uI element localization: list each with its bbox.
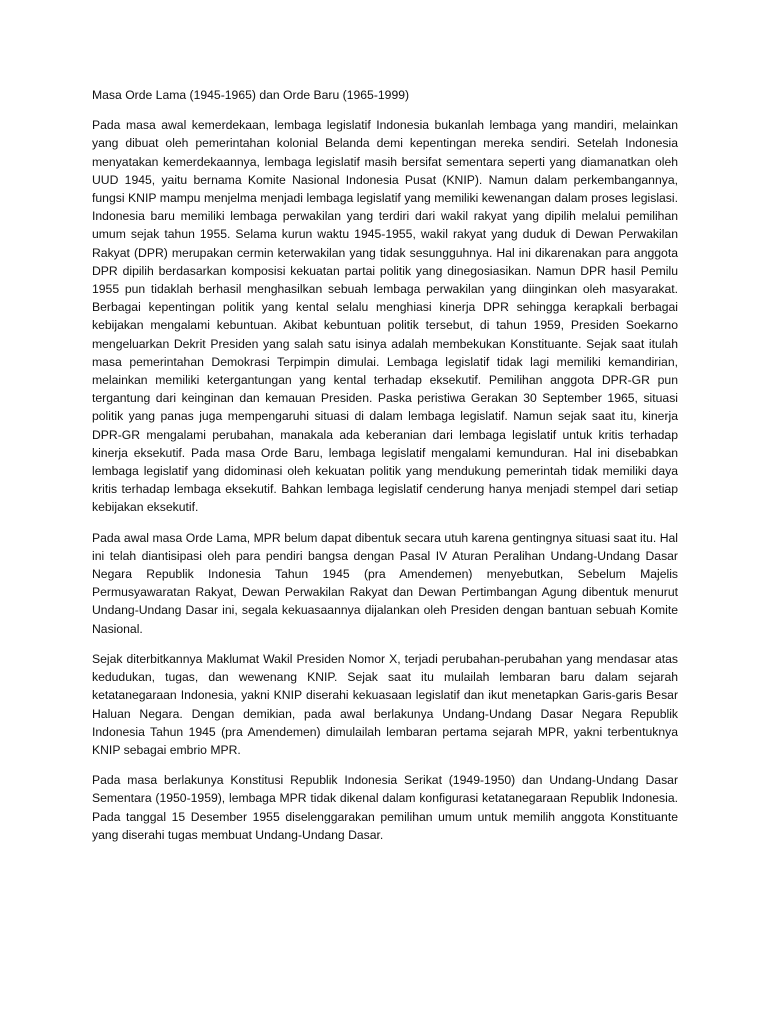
paragraph-1: Pada masa awal kemerdekaan, lembaga legislatif Indonesia bukanlah lembaga yang mandiri, melainkan yang dibuat oleh pemerintahan kolonial Belanda demi kepentingan mereka sendiri. Setelah Indonesia menyatakan kemerdekaannya, lembaga legislatif masih bersifat sementara seperti yang diamanatkan oleh UUD 1945, yaitu bernama Komite Nasional Indonesia Pusat (KNIP). Namun dalam perkembangannya, fungsi KNIP mampu menjelma menjadi lembaga legislatif yang memiliki kewenangan dalam proses legislasi. Indonesia baru memiliki lembaga perwakilan yang terdiri dari wakil rakyat yang dipilih melalui pemilihan umum sejak tahun 1955. Selama kurun waktu 1945-1955, wakil rakyat yang duduk di Dewan Perwakilan Rakyat (DPR) merupakan cermin keterwakilan yang tidak sesungguhnya. Hal ini dikarenakan para anggota DPR dipilih berdasarkan komposisi kekuatan partai politik yang dinegosiasikan. Namun DPR hasil Pemilu 1955 pun tidaklah berhasil menghasilkan sebuah lembaga perwakilan yang diinginkan oleh masyarakat. Berbagai kepentingan politik yang kental selalu menghiasi kinerja DPR sehingga kerapkali berbagai kebijakan mengalami kebuntuan. Akibat kebuntuan politik tersebut, di tahun 1959, Presiden Soekarno mengeluarkan Dekrit Presiden yang salah satu isinya adalah membekukan Konstituante. Sejak saat itulah masa pemerintahan Demokrasi Terpimpin dimulai. Lembaga legislatif tidak lagi memiliki kemandirian, melainkan memiliki ketergantungan yang kental terhadap eksekutif. Pemilihan anggota DPR-GR pun tergantung dari keinginan dan kemauan Presiden. Paska peristiwa Gerakan 30 September 1965, situasi politik yang panas juga mempengaruhi situasi di dalam lembaga legislatif. Namun sejak saat itu, kinerja DPR-GR mengalami perubahan, manakala ada keberanian dari lembaga legislatif untuk kritis terhadap kinerja eksekutif. Pada masa Orde Baru, lembaga legislatif mengalami kemunduran. Hal ini disebabkan lembaga legislatif yang didominasi oleh kekuatan politik yang mendukung pemerintah tidak memiliki daya kritis terhadap lembaga eksekutif. Bahkan lembaga legislatif cenderung hanya menjadi stempel dari setiap kebijakan eksekutif.	[92, 118, 678, 515]
document-title: Masa Orde Lama (1945-1965) dan Orde Baru (1965-1999)	[92, 88, 410, 102]
paragraph-2: Pada awal masa Orde Lama, MPR belum dapat dibentuk secara utuh karena gentingnya situasi saat itu. Hal ini telah diantisipasi oleh para pendiri bangsa dengan Pasal IV Aturan Peralihan Undang-Undang Dasar Negara Republik Indonesia Tahun 1945 (pra Amendemen) menyebutkan, Sebelum Majelis Permusyawaratan Rakyat, Dewan Perwakilan Rakyat dan Dewan Pertimbangan Agung dibentuk menurut Undang-Undang Dasar ini, segala kekuasaannya dijalankan oleh Presiden dengan bantuan sebuah Komite Nasional.	[92, 530, 678, 636]
paragraph-3: Sejak diterbitkannya Maklumat Wakil Presiden Nomor X, terjadi perubahan-perubahan yang mendasar atas kedudukan, tugas, dan wewenang KNIP. Sejak saat itu mulailah lembaran baru dalam sejarah ketatanegaraan Indonesia, yakni KNIP diserahi kekuasaan legislatif dan ikut menetapkan Garis-garis Besar Haluan Negara. Dengan demikian, pada awal berlakunya Undang-Undang Dasar Negara Republik Indonesia Tahun 1945 (pra Amendemen) dimulailah lembaran pertama sejarah MPR, yakni terbentuknya KNIP sebagai embrio MPR.	[92, 651, 678, 757]
document-page	[92, 86, 678, 856]
paragraph-4: Pada masa berlakunya Konstitusi Republik Indonesia Serikat (1949-1950) dan Undang-Undang Dasar Sementara (1950-1959), lembaga MPR tidak dikenal dalam konfigurasi ketatanegaraan Republik Indonesia. Pada tanggal 15 Desember 1955 diselenggarakan pemilihan umum untuk memilih anggota Konstituante yang diserahi tugas membuat Undang-Undang Dasar.	[92, 773, 678, 842]
